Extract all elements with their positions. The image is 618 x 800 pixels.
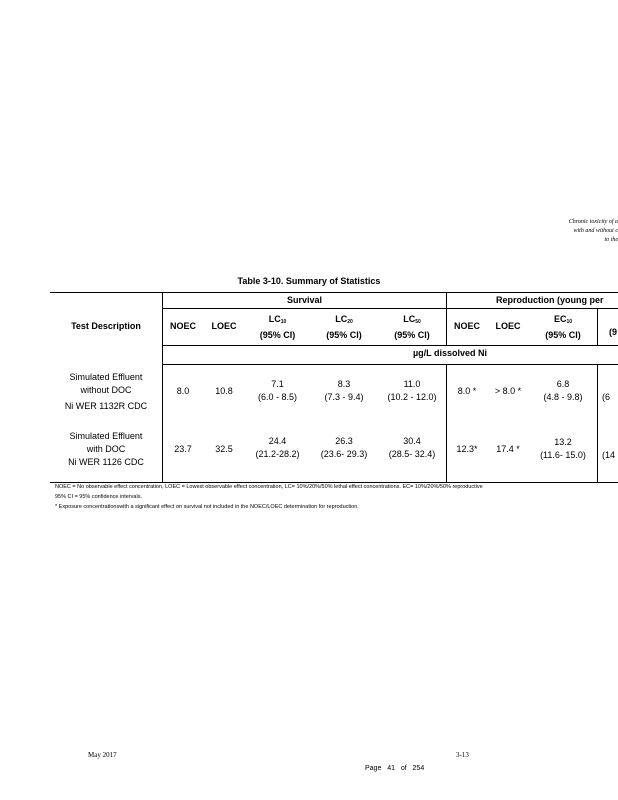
row1-lc10: 7.1 (6.0 - 8.5) bbox=[257, 379, 297, 402]
row2-loec-reproduction: 17.4 * bbox=[496, 444, 520, 454]
row2-next-column-partial: (14 bbox=[602, 450, 616, 460]
reproduction-group-header: Reproduction (young per bbox=[496, 295, 604, 305]
row2-lc20: 26.3 (23.6- 29.3) bbox=[320, 436, 368, 459]
row1-lc50: 11.0 (10.2 - 12.0) bbox=[387, 379, 437, 402]
header-lc50: $LC_{50}$ (95% CI) bbox=[394, 314, 430, 340]
reproduction-divider-bottom bbox=[597, 364, 598, 482]
header-test-description: Test Description bbox=[71, 321, 141, 331]
footer-page-counter: Page 41 of 254 bbox=[365, 765, 425, 772]
header-noec-reproduction: NOEC bbox=[453, 321, 480, 331]
row2-lc50: 30.4 (28.5- 32.4) bbox=[388, 436, 436, 459]
footer-date: May 2017 bbox=[88, 751, 117, 759]
row2-loec: 32.5 bbox=[215, 444, 233, 454]
units-label: µg/L dissolved Ni bbox=[412, 348, 488, 358]
units-rule bbox=[162, 364, 618, 365]
header-next-column-partial: (9 bbox=[609, 327, 618, 337]
row1-lc20: 8.3 (7.3 - 9.4) bbox=[324, 379, 364, 402]
header-lc10: $LC_{10}$ (95% CI) bbox=[259, 314, 296, 340]
column-header-rule bbox=[162, 345, 618, 346]
table-bottom-rule bbox=[50, 482, 618, 483]
row2-noec-reproduction: 12.3* bbox=[456, 444, 478, 454]
header-loec-reproduction: LOEC bbox=[495, 321, 521, 331]
group-divider-top bbox=[446, 292, 447, 346]
row2-ec10: 13.2 (11.6- 15.0) bbox=[540, 437, 586, 460]
row1-loec-reproduction: > 8.0 * bbox=[494, 386, 522, 396]
row1-ec10: 6.8 (4.8 - 9.8) bbox=[543, 379, 583, 402]
reproduction-divider-top bbox=[597, 308, 598, 346]
header-lc20: $LC_{20}$ (95% CI) bbox=[326, 314, 362, 340]
survival-group-header: Survival bbox=[286, 295, 323, 305]
running-header-line-2: with and without c bbox=[573, 228, 618, 234]
summary-table bbox=[50, 292, 618, 482]
table-top-rule bbox=[50, 292, 618, 293]
note-confidence-intervals: 95% CI = 95% confidence intervals. bbox=[55, 494, 142, 500]
running-header-line-3: to the bbox=[604, 237, 618, 243]
row1-noec-reproduction: 8.0 * bbox=[457, 386, 477, 396]
row2-noec: 23.7 bbox=[174, 444, 192, 454]
footer-section-page: 3-13 bbox=[456, 751, 469, 759]
header-loec-survival: LOEC bbox=[211, 321, 237, 331]
row1-description: Simulated Effluent without DOC Ni WER 1132R CDC bbox=[64, 372, 148, 411]
group-divider-bottom bbox=[446, 364, 447, 482]
table-caption: Table 3-10. Summary of Statistics bbox=[237, 276, 381, 286]
row1-next-column-partial: (6 bbox=[602, 392, 611, 402]
note-asterisk: * Exposure concentrationswith a significant effect on survival not included in the NOEC/LOEC determination for reproduction. bbox=[55, 504, 359, 510]
running-header-line-1: Chronic toxicity of a bbox=[568, 219, 618, 225]
row2-lc10: 24.4 (21.2-28.2) bbox=[255, 436, 300, 459]
row1-loec: 10.8 bbox=[215, 386, 233, 396]
header-ec10: $EC_{10}$ (95% CI) bbox=[545, 314, 581, 340]
group-header-rule bbox=[162, 308, 618, 309]
header-noec-survival: NOEC bbox=[169, 321, 196, 331]
row1-noec: 8.0 bbox=[176, 386, 190, 396]
row2-description: Simulated Effluent with DOC Ni WER 1126 CDC bbox=[68, 431, 144, 467]
note-abbreviations: NOEC = No observable effect concentration, LOEC = Lowest observable effect concentration, LC= 10%/20%/50% lethal effect concentrations. EC= 10%/20%/50% reproductive bbox=[55, 484, 483, 490]
